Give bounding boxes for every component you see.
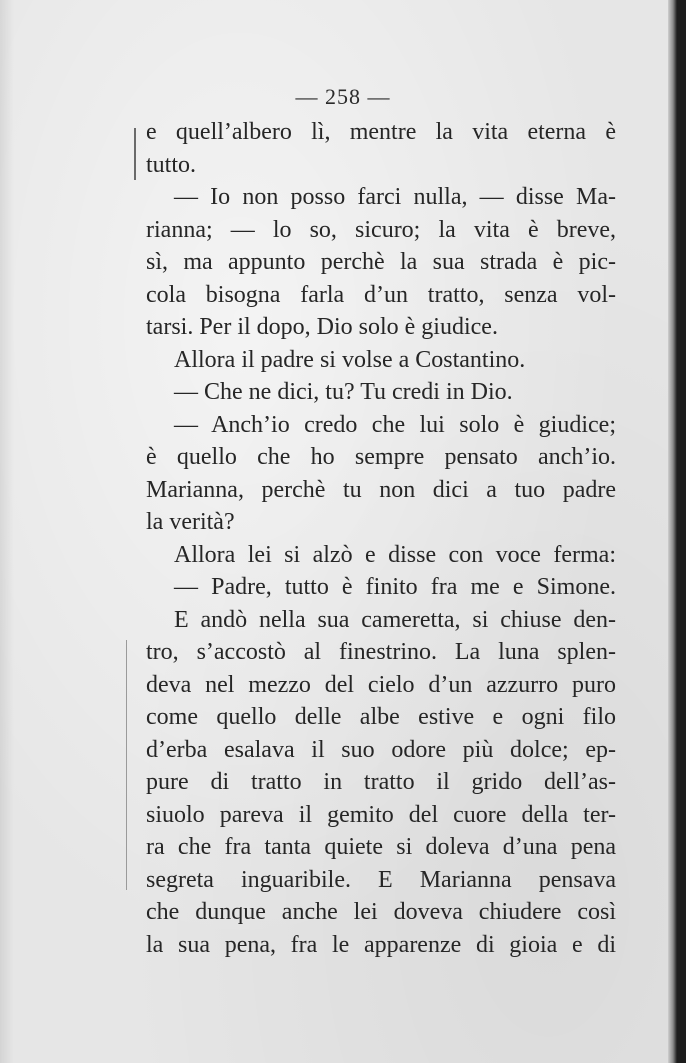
text-line: come quello delle albe estive e ogni filo [146,704,616,730]
text-line: — Padre, tutto è finito fra me e Simone. [174,574,616,600]
margin-mark [126,640,127,890]
page-gutter-shadow [0,0,14,1063]
text-line: — Io non posso farci nulla, — disse Ma- [174,184,616,210]
text-line: segreta inguaribile. E Marianna pensava [146,866,616,893]
text-line: pure di tratto in tratto il grido dell’as- [146,769,616,795]
text-line: che dunque anche lei doveva chiudere così [146,899,616,925]
text-line: e quell’albero lì, mentre la vita eterna è [146,119,616,145]
margin-mark [134,128,136,180]
page-number: — 258 — [295,84,391,109]
text-line: d’erba esalava il suo odore più dolce; ep- [146,736,616,763]
text-line: rianna; — lo so, sicuro; la vita è breve, [146,216,616,243]
body-text [146,116,616,961]
text-line: sì, ma appunto perchè la sua strada è pic- [146,249,616,275]
text-line: tutto. [146,151,197,178]
text-line: — Che ne dici, tu? Tu credi in Dio. [174,379,513,405]
text-line: la sua pena, fra le apparenze di gioia e di [146,931,616,958]
text-line: tro, s’accostò al finestrino. La luna splen- [146,639,616,665]
text-line: cola bisogna farla d’un tratto, senza vol- [146,281,616,308]
text-line: siuolo pareva il gemito del cuore della ter- [146,801,616,828]
text-line: la verità? [146,509,235,535]
page-edge [668,0,686,1063]
text-line: E andò nella sua cameretta, si chiuse den- [174,606,616,633]
text-line: Allora il padre si volse a Costantino. [174,346,526,373]
text-line: tarsi. Per il dopo, Dio solo è giudice. [146,314,498,340]
text-line: — Anch’io credo che lui solo è giudice; [174,411,616,438]
text-line: deva nel mezzo del cielo d’un azzurro puro [146,671,616,698]
text-line: Allora lei si alzò e disse con voce ferma: [174,541,616,568]
text-line: è quello che ho sempre pensato anch’io. [146,444,616,470]
text-line: Marianna, perchè tu non dici a tuo padre [146,476,616,503]
text-line: ra che fra tanta quiete si doleva d’una pena [146,834,616,860]
